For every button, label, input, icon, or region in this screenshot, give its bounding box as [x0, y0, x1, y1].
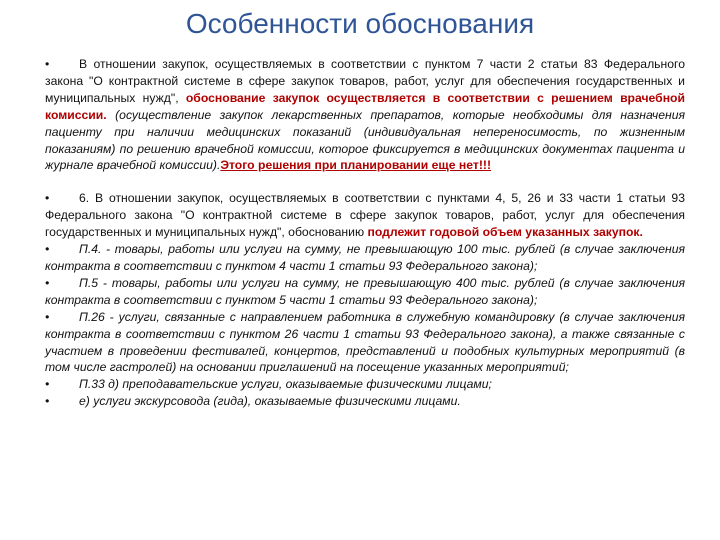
paragraph-5-text: П.26 - услуги, связанные с направлением работника в служебную командировку (в случае заключения контракта в соответствии с пунктом 26 части 1 статьи 93 Федерального закона), а также связанные с участием в проведении фестивалей, концертов, представлений и подобных культурных мероприятий (в том числе гастролей) на основании приглашений на посещение указанных мероприятий;: [45, 309, 685, 375]
paragraph-4-text: П.5 - товары, работы или услуги на сумму, не превышающую 400 тыс. рублей (в случае заключения контракта в соответствии с пунктом 5 части 1 статьи 93 Федерального закона);: [45, 275, 685, 307]
paragraph-2-text: 6. В отношении закупок, осуществляемых в соответствии с пунктами 4, 5, 26 и 33 части 1 статьи 93 Федерального закона "О контрактной системе в сфере закупок товаров, работ, услуг для обеспечения государственных и муниципальных нужд", обоснованию: [45, 191, 685, 240]
paragraph-1-warning: Этого решения при планировании еще нет!!!: [220, 158, 492, 173]
bullet-icon: •: [45, 242, 50, 257]
paragraph-1: [45, 56, 685, 174]
paragraph-7: [45, 393, 685, 410]
content-body: [45, 56, 685, 410]
paragraph-4: [45, 275, 685, 309]
paragraph-3-text: П.4. - товары, работы или услуги на сумму, не превышающую 100 тыс. рублей (в случае заключения контракта в соответствии с пунктом 4 части 1 статьи 93 Федерального закона);: [45, 242, 685, 273]
paragraph-3: [45, 241, 685, 275]
bullet-icon: •: [45, 309, 50, 324]
bullet-icon: •: [45, 191, 50, 206]
paragraph-1-text: В отношении закупок, осуществляемых в соответствии с пунктом 7 части 2 статьи 83 Федерального закона "О контрактной системе в сфере закупок товаров, работ, услуг для обеспечения государственных и муниципальных нужд",: [45, 57, 685, 105]
bullet-icon: •: [45, 377, 50, 392]
bullet-icon: •: [45, 394, 50, 409]
paragraph-1-emphasis: обоснование закупок осуществляется в соответствии с решением врачебной комиссии.: [45, 90, 685, 122]
bullet-icon: •: [45, 275, 50, 290]
paragraph-6-text: П.33 д) преподавательские услуги, оказываемые физическими лицами;: [79, 377, 492, 392]
paragraph-7-text: е) услуги экскурсовода (гида), оказываемые физическими лицами.: [79, 394, 461, 409]
slide-title: Особенности обоснования: [185, 8, 535, 39]
bullet-icon: •: [45, 57, 50, 71]
paragraph-2: [45, 190, 685, 241]
paragraph-1-italic-note: (осуществление закупок лекарственных препаратов, которые необходимы для назначения пациенту при наличии медицинских показаний (индивидуальная непереносимость, по жизненным показаниям) по решению врачебной комиссии, которое фиксируется в медицинских документах пациента и журнале врачебной комиссии).: [45, 107, 685, 173]
paragraph-2-emphasis: подлежит годовой объем указанных закупок.: [367, 225, 643, 240]
paragraph-5: [45, 309, 685, 377]
paragraph-6: [45, 376, 685, 393]
